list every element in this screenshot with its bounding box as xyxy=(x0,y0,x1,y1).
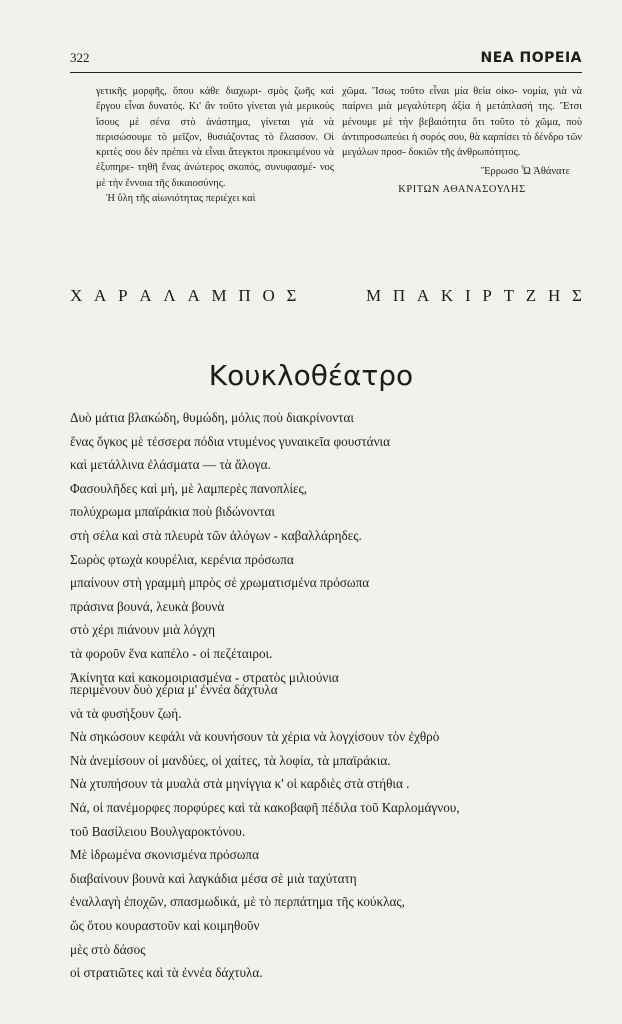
previous-article-left-column xyxy=(96,84,334,206)
author-letter: Σ xyxy=(572,286,582,305)
author-letter: Π xyxy=(392,286,406,305)
poem-line: Νὰ ἀνεμίσουν οἱ μανδύες, οἱ χαίτες, τὰ λοφία, τὰ μπαϊράκια. xyxy=(70,752,391,768)
author-letter: Μ xyxy=(211,286,227,305)
author-letter: Α xyxy=(416,286,430,305)
author-letter: Η xyxy=(547,286,561,305)
author-letter: Ο xyxy=(262,286,275,305)
author-letter: Σ xyxy=(286,286,297,305)
poem-line: Νὰ χτυπήσουν τὰ μυαλὰ στὰ μηνίγγια κ' οἱ καρδιὲς στὰ στήθια . xyxy=(70,776,410,792)
article-author: ΚΡΙΤΩΝ ΑΘΑΝΑΣΟΥΛΗΣ xyxy=(398,183,526,195)
poem-line: πράσινα βουνά, λευκὰ βουνὰ xyxy=(70,598,225,614)
poem-line: καὶ μετάλλινα ἐλάσματα — τὰ ἄλογα. xyxy=(70,457,271,473)
poem-stanza-1 xyxy=(70,406,590,689)
poem-line: Νά, οἱ πανέμορφες πορφύρες καὶ τὰ κακοβαφῆ πέδιλα τοῦ Καρλομάγνου, xyxy=(70,799,460,815)
poem-line: νὰ τὰ φυσήξουν ζωή. xyxy=(70,705,182,721)
page-header xyxy=(70,50,582,70)
author-letter: Ρ xyxy=(482,286,492,305)
author-letter: Λ xyxy=(163,286,176,305)
author-letter: Μ xyxy=(365,286,382,305)
poem-title: Κουκλοθέατρο xyxy=(208,358,414,392)
author-letter: Ζ xyxy=(525,286,537,305)
author-letter: Τ xyxy=(503,286,515,305)
poem-stanza-2 xyxy=(70,678,590,985)
poem-line: στὴ σέλα καὶ στὰ πλευρὰ τῶν ἀλόγων - καβαλλάρηδες. xyxy=(70,527,362,543)
poem-line: Φασουλῆδες καὶ μή, μὲ λαμπερὲς πανοπλίες, xyxy=(70,480,308,496)
author-letter: Ι xyxy=(464,286,471,305)
page-number: 322 xyxy=(70,50,90,65)
author-letter: Α xyxy=(94,286,107,305)
poem-line: ἐναλλαγὴ ἐποχῶν, σπασμωδικά, μὲ τὸ περπάτημα τῆς κούκλας, xyxy=(70,894,405,910)
poem-line: στὸ χέρι πιάνουν μιὰ λόγχη xyxy=(70,622,215,638)
paragraph: Ἡ ὕλη τῆς αἰωνιότητας περιέχει καὶ xyxy=(106,193,256,205)
article-signoff: Ἔρρωσο Ὦ Ἀθάνατε xyxy=(481,166,570,178)
author-letter: Κ xyxy=(440,286,454,305)
previous-article-right-column xyxy=(342,84,582,197)
poem-line: περιμένουν δυὸ χέρια μ' ἐννέα δάχτυλα xyxy=(70,682,278,697)
poem-line: διαβαίνουν βουνὰ καὶ λαγκάδια μέσα σὲ μιὰ ταχύτατη xyxy=(70,870,357,886)
poem-line: τοῦ Βασίλειου Βουλγαροκτόνου. xyxy=(70,823,246,839)
poem-line: ἕνας ὄγκος μὲ τέσσερα πόδια ντυμένος γυναικεῖα φουστάνια xyxy=(70,433,390,449)
poem-line: οἱ στρατιῶτες καὶ τὰ ἐννέα δάχτυλα. xyxy=(70,965,263,981)
poem-line: ὥς ὅτου κουραστοῦν καὶ κοιμηθοῦν xyxy=(70,917,260,933)
poem-line: Μὲ ἱδρωμένα σκονισμένα πρόσωπα xyxy=(70,847,260,863)
poem-line: Ἀκίνητα καὶ κακομοιριασμένα - στρατὸς μιλιούνια xyxy=(70,669,339,685)
author-letter: Π xyxy=(238,286,251,305)
paragraph: γετικῆς μορφῆς, ὅπου κάθε διαχωρι- σμὸς ζωῆς καὶ ἔργου εἶναι δυνατός. Κι' ἂν τοῦτο γίνεται γιὰ μερικοὺς ἴσους μὲ σένα στὸ ἀνάστημα, γίνεται γιὰ νὰ περισώσουμε τὸ μεῖζον, θυσιάζοντας τὸ ἔλασσον. Οἱ κριτὲς σου δὲν πρέπει νὰ εἶναι ἄτεγκτοι προκειμένου νὰ ἐξυπηρε- τηθῆ ἕνας ἀνώτερος σκοπός, συνυφασμέ- νος μὲ τὴν ἔννοια τῆς δικαιοσύνης. xyxy=(96,86,334,189)
poem-line: μὲς στὸ δάσος xyxy=(70,941,146,957)
poem-line: Νὰ σηκώσουν κεφάλι νὰ κουνήσουν τὰ χέρια νὰ λογχίσουν τὸν ἐχθρὸ xyxy=(70,729,440,745)
author-letter: Χ xyxy=(70,286,83,305)
journal-name: ΝΕΑ ΠΟΡΕΙΑ xyxy=(480,50,582,66)
author-name-gap xyxy=(308,286,354,306)
paragraph: χῶμα. Ἴσως τοῦτο εἶναι μία θεία οἰκο- νομία, γιὰ νὰ παίρνει μιὰ μεγαλύτερη ἀξία ἡ μετάπλασή της. Ἔτσι μένουμε μὲ τὴν βεβαιότητα ὅτι τοῦτο τὸ χῶμα, ποὺ ἀντιπροσωπεύει ἡ σορός σου, θὰ καρπίσει τὸ δένδρο τῶν μεγάλων προσ- δοκιῶν τῆς ἀνθρωπότητος. xyxy=(342,86,582,159)
poem-line: τὰ φοροῦν ἕνα καπέλο - οἱ πεζέταιροι. xyxy=(70,645,273,661)
poem-author-name xyxy=(70,286,582,306)
author-letter: Ρ xyxy=(118,286,128,305)
poem-line: Σωρὸς φτωχὰ κουρέλια, κερένια πρόσωπα xyxy=(70,551,294,567)
poem-line: Δυὸ μάτια βλακώδη, θυμώδη, μόλις ποὺ διακρίνονται xyxy=(70,410,354,425)
poem-line: μπαίνουν στὴ γραμμὴ μπρὸς σὲ χρωματισμένα πρόσωπα xyxy=(70,575,370,591)
author-letter: Α xyxy=(139,286,152,305)
header-rule xyxy=(70,72,582,73)
author-letter: Α xyxy=(187,286,200,305)
poem-line: πολύχρωμα μπαϊράκια ποὺ βιδώνονται xyxy=(70,504,275,520)
